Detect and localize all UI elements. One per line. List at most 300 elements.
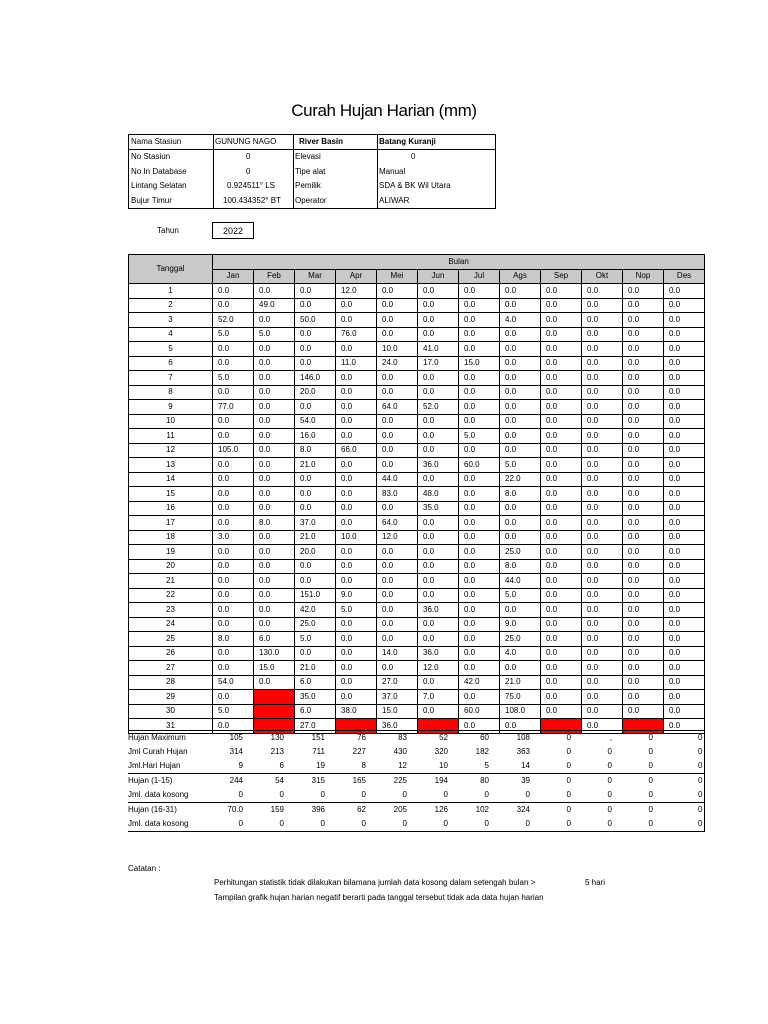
month-header-mei: Mei bbox=[377, 269, 418, 284]
stats-value: 0 bbox=[663, 774, 704, 789]
rainfall-cell: 0.0 bbox=[664, 298, 705, 313]
rainfall-cell: 0.0 bbox=[336, 545, 377, 560]
rainfall-cell: 20.0 bbox=[295, 545, 336, 560]
statistics-rows bbox=[128, 731, 704, 832]
rainfall-cell: 0.0 bbox=[213, 646, 254, 661]
rainfall-cell: 21.0 bbox=[500, 675, 541, 690]
rainfall-cell: 0.0 bbox=[541, 371, 582, 386]
daily-rows bbox=[129, 284, 705, 734]
rainfall-cell: 0.0 bbox=[500, 327, 541, 342]
rainfall-cell: 0.0 bbox=[254, 443, 295, 458]
month-header-row bbox=[129, 269, 705, 284]
rainfall-cell: 77.0 bbox=[213, 400, 254, 415]
rainfall-cell: 0.0 bbox=[541, 327, 582, 342]
stats-value: 320 bbox=[434, 747, 448, 756]
stats-value: 182 bbox=[475, 747, 489, 756]
rainfall-cell: 0.0 bbox=[377, 371, 418, 386]
rainfall-cell: 0.0 bbox=[418, 443, 459, 458]
stats-value: 0 bbox=[607, 761, 612, 770]
rainfall-cell: 0.0 bbox=[418, 429, 459, 444]
rainfall-cell: 75.0 bbox=[500, 690, 541, 705]
rainfall-cell: 0.0 bbox=[295, 327, 336, 342]
rainfall-cell: 0.0 bbox=[541, 284, 582, 299]
rainfall-cell: 0.0 bbox=[541, 342, 582, 357]
rainfall-cell: 0.0 bbox=[377, 545, 418, 560]
stats-label: Jml. data kosong bbox=[128, 817, 212, 832]
rainfall-cell: 12.0 bbox=[336, 284, 377, 299]
rainfall-cell: 0.0 bbox=[336, 632, 377, 647]
latitude-value: 0.924511° LS bbox=[227, 181, 275, 190]
notes-label: Catatan : bbox=[128, 864, 161, 873]
stats-value: 314 bbox=[229, 747, 243, 756]
rainfall-cell: 0.0 bbox=[664, 342, 705, 357]
rainfall-cell: 54.0 bbox=[295, 414, 336, 429]
rainfall-cell: 0.0 bbox=[459, 617, 500, 632]
rainfall-cell: 0.0 bbox=[582, 284, 623, 299]
rainfall-cell: 5.0 bbox=[254, 327, 295, 342]
rainfall-cell: 0.0 bbox=[664, 458, 705, 473]
rainfall-cell: 16.0 bbox=[295, 429, 336, 444]
rainfall-cell: 0.0 bbox=[500, 443, 541, 458]
stats-value: 105 bbox=[212, 731, 253, 746]
rainfall-cell: 0.0 bbox=[500, 719, 541, 734]
day-number: 25 bbox=[129, 632, 213, 647]
rainfall-cell: 0.0 bbox=[541, 472, 582, 487]
table-row bbox=[129, 574, 705, 589]
rainfall-cell: 60.0 bbox=[459, 458, 500, 473]
rainfall-cell: 0.0 bbox=[336, 574, 377, 589]
elevation-value: 0 bbox=[411, 152, 416, 161]
rainfall-cell: 0.0 bbox=[582, 400, 623, 415]
rainfall-cell: 0.0 bbox=[295, 487, 336, 502]
rainfall-cell: 0.0 bbox=[541, 603, 582, 618]
rainfall-cell: 0.0 bbox=[377, 284, 418, 299]
day-number: 9 bbox=[129, 400, 213, 415]
stats-value: 0 bbox=[663, 788, 704, 803]
rainfall-cell: 0.0 bbox=[377, 661, 418, 676]
rainfall-cell: 12.0 bbox=[377, 530, 418, 545]
stats-value: 0 bbox=[622, 817, 663, 832]
rainfall-cell: 105.0 bbox=[213, 443, 254, 458]
rainfall-cell: 9.0 bbox=[500, 617, 541, 632]
rainfall-cell: 0.0 bbox=[459, 284, 500, 299]
rainfall-cell: 0.0 bbox=[213, 574, 254, 589]
stats-value: 0 bbox=[648, 747, 653, 756]
stats-value: 0 bbox=[253, 817, 294, 832]
rainfall-cell: 0.0 bbox=[459, 371, 500, 386]
rainfall-cell: 0.0 bbox=[623, 690, 664, 705]
stats-value: 0 bbox=[540, 817, 581, 832]
info-divider-2 bbox=[293, 135, 294, 208]
month-header-sep: Sep bbox=[541, 269, 582, 284]
rainfall-cell: 0.0 bbox=[623, 327, 664, 342]
rainfall-cell: 0.0 bbox=[254, 400, 295, 415]
rainfall-cell: 5.0 bbox=[213, 371, 254, 386]
rainfall-cell: 0.0 bbox=[213, 719, 254, 734]
rainfall-cell: 0.0 bbox=[541, 458, 582, 473]
day-number: 27 bbox=[129, 661, 213, 676]
rainfall-cell: 0.0 bbox=[459, 530, 500, 545]
rainfall-cell: 15.0 bbox=[377, 704, 418, 719]
rainfall-cell: 0.0 bbox=[582, 371, 623, 386]
rainfall-cell: 0.0 bbox=[664, 443, 705, 458]
rainfall-cell: 0.0 bbox=[254, 559, 295, 574]
rainfall-cell: 0.0 bbox=[623, 342, 664, 357]
rainfall-cell: 4.0 bbox=[500, 646, 541, 661]
rainfall-cell: 0.0 bbox=[418, 284, 459, 299]
rainfall-cell: 0.0 bbox=[213, 356, 254, 371]
rainfall-cell: 0.0 bbox=[295, 646, 336, 661]
rainfall-cell: 0.0 bbox=[541, 675, 582, 690]
rainfall-cell: 22.0 bbox=[500, 472, 541, 487]
note-negative-graph: Tampilan grafik hujan harian negatif berarti pada tanggal tersebut tidak ada data hujan harian bbox=[214, 893, 544, 902]
rainfall-cell: 0.0 bbox=[623, 443, 664, 458]
rainfall-cell: 0.0 bbox=[582, 704, 623, 719]
stats-value: 126 bbox=[417, 803, 458, 818]
rainfall-cell: 0.0 bbox=[664, 632, 705, 647]
day-number: 26 bbox=[129, 646, 213, 661]
rainfall-cell: 0.0 bbox=[664, 574, 705, 589]
stats-row bbox=[128, 774, 704, 789]
stats-value: 12 bbox=[398, 761, 407, 770]
stats-value: 0 bbox=[294, 817, 335, 832]
month-header-jul: Jul bbox=[459, 269, 500, 284]
stats-value: 0 bbox=[566, 747, 571, 756]
rainfall-cell: 8.0 bbox=[500, 487, 541, 502]
stats-value: 0 bbox=[607, 790, 612, 799]
rainfall-cell: 0.0 bbox=[500, 342, 541, 357]
rainfall-cell: 0.0 bbox=[582, 530, 623, 545]
rainfall-cell: 10.0 bbox=[377, 342, 418, 357]
stats-value: 315 bbox=[294, 774, 335, 789]
rainfall-cell: 0.0 bbox=[336, 313, 377, 328]
stats-value: 80 bbox=[458, 774, 499, 789]
rainfall-cell: 0.0 bbox=[541, 690, 582, 705]
month-header-mar: Mar bbox=[295, 269, 336, 284]
rainfall-cell: 0.0 bbox=[254, 487, 295, 502]
stats-value: 0 bbox=[581, 817, 622, 832]
stats-label: Hujan (16-31) bbox=[128, 803, 212, 818]
rainfall-cell: 0.0 bbox=[213, 690, 254, 705]
rainfall-cell: 0.0 bbox=[582, 458, 623, 473]
rainfall-cell: 5.0 bbox=[336, 603, 377, 618]
rainfall-cell: 0.0 bbox=[295, 356, 336, 371]
year-label: Tahun bbox=[157, 226, 179, 235]
day-number: 12 bbox=[129, 443, 213, 458]
rainfall-cell: 0.0 bbox=[582, 443, 623, 458]
rainfall-cell: 0.0 bbox=[582, 516, 623, 531]
rainfall-cell: 0.0 bbox=[295, 574, 336, 589]
rainfall-cell: 0.0 bbox=[541, 530, 582, 545]
stats-value: 213 bbox=[270, 747, 284, 756]
rainfall-cell: 0.0 bbox=[418, 298, 459, 313]
rainfall-cell: 0.0 bbox=[295, 501, 336, 516]
rainfall-cell: 0.0 bbox=[213, 516, 254, 531]
rainfall-cell: 50.0 bbox=[295, 313, 336, 328]
bulan-header: Bulan bbox=[213, 255, 705, 270]
rainfall-cell: 0.0 bbox=[582, 342, 623, 357]
rainfall-cell: 0.0 bbox=[213, 588, 254, 603]
rainfall-cell: 0.0 bbox=[254, 385, 295, 400]
stats-value: 70.0 bbox=[212, 803, 253, 818]
rainfall-cell: 0.0 bbox=[254, 545, 295, 560]
rainfall-cell: 64.0 bbox=[377, 400, 418, 415]
rainfall-cell: 0.0 bbox=[459, 472, 500, 487]
rainfall-cell: 0.0 bbox=[295, 472, 336, 487]
table-row bbox=[129, 675, 705, 690]
rainfall-cell: 0.0 bbox=[541, 313, 582, 328]
rainfall-cell: 0.0 bbox=[336, 472, 377, 487]
rainfall-cell: 0.0 bbox=[623, 632, 664, 647]
day-number: 7 bbox=[129, 371, 213, 386]
rainfall-cell: 0.0 bbox=[213, 385, 254, 400]
elevation-label: Elevasi bbox=[295, 152, 321, 161]
stats-value: 0 bbox=[540, 731, 581, 746]
rainfall-cell: 0.0 bbox=[377, 429, 418, 444]
rainfall-cell: 0.0 bbox=[582, 661, 623, 676]
rainfall-cell: 0.0 bbox=[623, 472, 664, 487]
stats-value: 0 bbox=[402, 790, 407, 799]
rainfall-cell: 12.0 bbox=[418, 661, 459, 676]
stats-row bbox=[128, 745, 704, 759]
rainfall-cell: 0.0 bbox=[664, 588, 705, 603]
rainfall-cell: 0.0 bbox=[623, 545, 664, 560]
rainfall-cell: 0.0 bbox=[541, 356, 582, 371]
stats-value: 8 bbox=[361, 761, 366, 770]
rainfall-cell: 17.0 bbox=[418, 356, 459, 371]
rainfall-cell: 0.0 bbox=[254, 356, 295, 371]
rainfall-cell: 0.0 bbox=[500, 298, 541, 313]
rainfall-cell: 24.0 bbox=[377, 356, 418, 371]
rainfall-cell: 0.0 bbox=[582, 690, 623, 705]
rainfall-cell: 0.0 bbox=[418, 704, 459, 719]
rainfall-cell: 0.0 bbox=[623, 284, 664, 299]
stats-value: 151 bbox=[294, 731, 335, 746]
rainfall-cell: 0.0 bbox=[623, 458, 664, 473]
rainfall-cell: 0.0 bbox=[623, 356, 664, 371]
rainfall-cell: 0.0 bbox=[664, 516, 705, 531]
table-row bbox=[129, 704, 705, 719]
rainfall-cell: 5.0 bbox=[213, 704, 254, 719]
rainfall-cell: 0.0 bbox=[295, 342, 336, 357]
rainfall-cell: 0.0 bbox=[336, 501, 377, 516]
longitude-label: Bujur Timur bbox=[131, 196, 172, 205]
rainfall-cell: 76.0 bbox=[336, 327, 377, 342]
rainfall-cell: 0.0 bbox=[418, 530, 459, 545]
rainfall-cell: 0.0 bbox=[664, 356, 705, 371]
database-no-label: No In Database bbox=[131, 167, 187, 176]
table-row bbox=[129, 385, 705, 400]
day-number: 31 bbox=[129, 719, 213, 734]
stats-value: 0 bbox=[663, 803, 704, 818]
rainfall-cell: 0.0 bbox=[459, 327, 500, 342]
rainfall-cell: 0.0 bbox=[500, 516, 541, 531]
stats-value: 430 bbox=[393, 747, 407, 756]
month-header-des: Des bbox=[664, 269, 705, 284]
rainfall-cell: 48.0 bbox=[418, 487, 459, 502]
day-number: 10 bbox=[129, 414, 213, 429]
stats-value: 0 bbox=[663, 759, 704, 774]
rainfall-cell: 0.0 bbox=[459, 690, 500, 705]
rainfall-cell: 0.0 bbox=[500, 530, 541, 545]
rainfall-cell: 0.0 bbox=[418, 632, 459, 647]
rainfall-cell: 0.0 bbox=[664, 284, 705, 299]
rainfall-cell: 0.0 bbox=[541, 385, 582, 400]
stats-value: 0 bbox=[663, 745, 704, 759]
table-row bbox=[129, 414, 705, 429]
rainfall-cell: 5.0 bbox=[500, 458, 541, 473]
rainfall-cell: 0.0 bbox=[418, 574, 459, 589]
rainfall-cell: 0.0 bbox=[500, 371, 541, 386]
stats-value: 0 bbox=[525, 790, 530, 799]
rainfall-cell: 0.0 bbox=[418, 545, 459, 560]
day-number: 19 bbox=[129, 545, 213, 560]
rainfall-cell: 0.0 bbox=[582, 632, 623, 647]
rainfall-cell: 20.0 bbox=[295, 385, 336, 400]
rainfall-cell: 0.0 bbox=[336, 617, 377, 632]
rainfall-cell: 0.0 bbox=[623, 588, 664, 603]
rainfall-cell: 0.0 bbox=[213, 429, 254, 444]
rainfall-cell: 0.0 bbox=[500, 385, 541, 400]
rainfall-cell: 0.0 bbox=[213, 284, 254, 299]
rainfall-cell: 0.0 bbox=[664, 530, 705, 545]
rainfall-cell: 0.0 bbox=[664, 690, 705, 705]
stats-value: 5 bbox=[484, 761, 489, 770]
rainfall-cell: 6.0 bbox=[295, 675, 336, 690]
stats-value: 0 bbox=[622, 731, 663, 746]
month-header-jan: Jan bbox=[213, 269, 254, 284]
stats-value: 0 bbox=[622, 774, 663, 789]
rainfall-cell: 0.0 bbox=[664, 487, 705, 502]
rainfall-cell: 0.0 bbox=[254, 588, 295, 603]
rainfall-cell: 0.0 bbox=[664, 545, 705, 560]
rainfall-cell: 0.0 bbox=[254, 472, 295, 487]
rainfall-cell: 0.0 bbox=[459, 516, 500, 531]
day-number: 5 bbox=[129, 342, 213, 357]
daily-rainfall-table bbox=[128, 254, 705, 734]
rainfall-cell: 0.0 bbox=[582, 429, 623, 444]
rainfall-cell: 0.0 bbox=[213, 603, 254, 618]
rainfall-cell: 4.0 bbox=[500, 313, 541, 328]
table-row bbox=[129, 487, 705, 502]
rainfall-cell: 0.0 bbox=[418, 371, 459, 386]
rainfall-cell: 0.0 bbox=[459, 298, 500, 313]
rainfall-cell: 0.0 bbox=[213, 472, 254, 487]
stats-value: 6 bbox=[279, 761, 284, 770]
rainfall-cell: 0.0 bbox=[459, 414, 500, 429]
rainfall-cell: 0.0 bbox=[459, 501, 500, 516]
rainfall-cell: 0.0 bbox=[254, 313, 295, 328]
rainfall-cell: 0.0 bbox=[623, 414, 664, 429]
rainfall-cell: 0.0 bbox=[582, 675, 623, 690]
rainfall-cell: 83.0 bbox=[377, 487, 418, 502]
database-no-value: 0 bbox=[246, 167, 251, 176]
stats-value: 0 bbox=[499, 817, 540, 832]
rainfall-cell: 0.0 bbox=[582, 327, 623, 342]
rainfall-cell: 0.0 bbox=[541, 632, 582, 647]
month-header-ags: Ags bbox=[500, 269, 541, 284]
stats-value: 227 bbox=[352, 747, 366, 756]
table-row bbox=[129, 429, 705, 444]
table-row bbox=[129, 516, 705, 531]
rainfall-cell: 0.0 bbox=[500, 414, 541, 429]
stats-label: Hujan Maximum bbox=[128, 731, 212, 746]
rainfall-cell: 49.0 bbox=[254, 298, 295, 313]
rainfall-cell: 0.0 bbox=[541, 704, 582, 719]
stats-value: 0 bbox=[607, 747, 612, 756]
rainfall-cell: 0.0 bbox=[336, 429, 377, 444]
rainfall-cell: 0.0 bbox=[459, 342, 500, 357]
rainfall-cell: 0.0 bbox=[459, 719, 500, 734]
rainfall-cell: 6.0 bbox=[254, 632, 295, 647]
day-number: 16 bbox=[129, 501, 213, 516]
rainfall-cell: 0.0 bbox=[254, 458, 295, 473]
rainfall-cell: 8.0 bbox=[295, 443, 336, 458]
longitude-value: 100.434352° BT bbox=[223, 196, 281, 205]
stats-value: 10 bbox=[439, 761, 448, 770]
stats-value: 0 bbox=[443, 790, 448, 799]
stats-value: 0 bbox=[417, 817, 458, 832]
day-number: 23 bbox=[129, 603, 213, 618]
rainfall-cell: 0.0 bbox=[541, 516, 582, 531]
day-number: 8 bbox=[129, 385, 213, 400]
day-number: 11 bbox=[129, 429, 213, 444]
rainfall-cell: 0.0 bbox=[664, 661, 705, 676]
rainfall-cell: 0.0 bbox=[582, 574, 623, 589]
rainfall-cell: 0.0 bbox=[623, 617, 664, 632]
day-number: 29 bbox=[129, 690, 213, 705]
stats-value: 0 bbox=[484, 790, 489, 799]
rainfall-cell: 21.0 bbox=[295, 661, 336, 676]
table-row bbox=[129, 603, 705, 618]
stats-value: 194 bbox=[417, 774, 458, 789]
rainfall-cell: 0.0 bbox=[254, 675, 295, 690]
stats-value: 0 bbox=[663, 817, 704, 832]
rainfall-cell: 52.0 bbox=[418, 400, 459, 415]
rainfall-cell: 5.0 bbox=[295, 632, 336, 647]
rainfall-cell: 54.0 bbox=[213, 675, 254, 690]
rainfall-cell: 36.0 bbox=[418, 603, 459, 618]
rainfall-cell: 27.0 bbox=[377, 675, 418, 690]
stats-value: 0 bbox=[279, 790, 284, 799]
stats-value: 363 bbox=[516, 747, 530, 756]
rainfall-cell: 0.0 bbox=[418, 516, 459, 531]
rainfall-cell: 0.0 bbox=[254, 501, 295, 516]
rainfall-cell: 0.0 bbox=[418, 472, 459, 487]
stats-value: 396 bbox=[294, 803, 335, 818]
rainfall-cell: 0.0 bbox=[213, 458, 254, 473]
rainfall-cell: 0.0 bbox=[459, 385, 500, 400]
stats-value: 0 bbox=[663, 731, 704, 746]
month-header-jun: Jun bbox=[418, 269, 459, 284]
station-name-label: Nama Stasiun bbox=[131, 137, 182, 146]
station-no-label: No Stasiun bbox=[131, 152, 171, 161]
rainfall-cell: 0.0 bbox=[623, 704, 664, 719]
rainfall-cell: 0.0 bbox=[377, 559, 418, 574]
stats-value: 0 bbox=[581, 803, 622, 818]
table-row bbox=[129, 284, 705, 299]
rainfall-cell: 0.0 bbox=[213, 545, 254, 560]
rainfall-cell: 0.0 bbox=[582, 313, 623, 328]
rainfall-cell: 151.0 bbox=[295, 588, 336, 603]
stats-value: 52 bbox=[417, 731, 458, 746]
rainfall-cell: 0.0 bbox=[500, 284, 541, 299]
stats-value: 0 bbox=[335, 817, 376, 832]
rainfall-cell: 0.0 bbox=[213, 298, 254, 313]
rainfall-cell: 0.0 bbox=[459, 574, 500, 589]
rainfall-cell: 7.0 bbox=[418, 690, 459, 705]
rainfall-cell: 5.0 bbox=[213, 327, 254, 342]
